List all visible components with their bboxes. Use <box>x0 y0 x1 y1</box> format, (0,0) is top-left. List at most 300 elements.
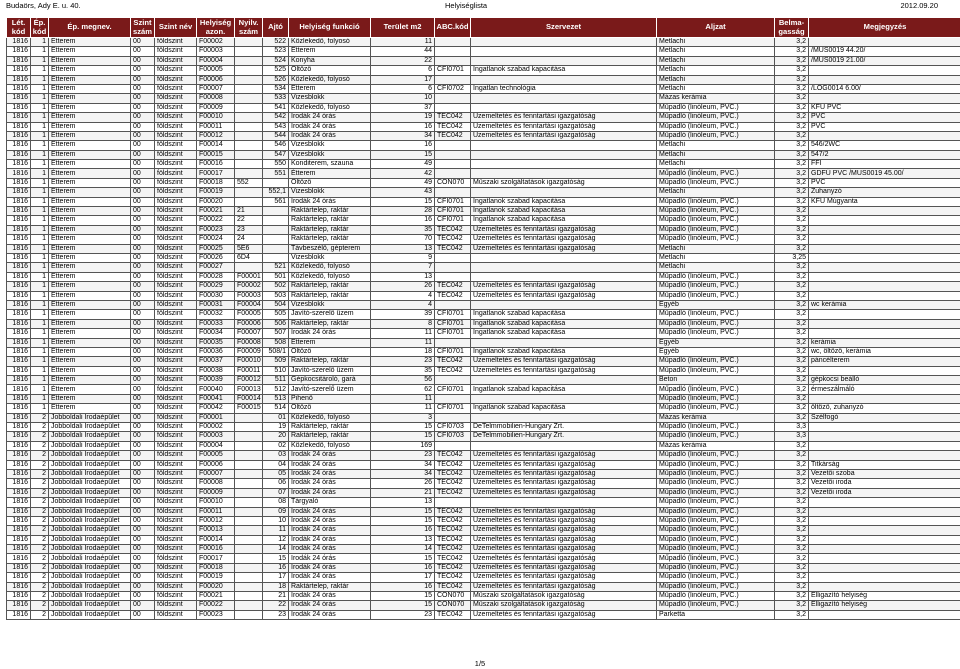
table-cell: CFI0701 <box>435 319 471 328</box>
column-header: Szervezet <box>471 18 657 38</box>
table-cell: 00 <box>131 75 155 84</box>
table-cell <box>809 573 960 582</box>
table-cell: 22 <box>235 216 263 225</box>
table-cell <box>435 253 471 262</box>
table-cell <box>809 441 960 450</box>
table-cell: F00012 <box>197 516 235 525</box>
table-cell <box>809 253 960 262</box>
table-cell: 3,2 <box>775 347 809 356</box>
table-cell: 524 <box>263 56 289 65</box>
table-cell: 3,2 <box>775 84 809 93</box>
table-cell: Műpadló (linóleum, PVC.) <box>657 385 775 394</box>
table-cell: F00005 <box>197 451 235 460</box>
table-cell: földszint <box>155 160 197 169</box>
table-cell: 1 <box>31 47 49 56</box>
table-cell: F00006 <box>197 75 235 84</box>
table-cell: CFI0701 <box>435 310 471 319</box>
table-cell: 541 <box>263 103 289 112</box>
table-cell: Étterem <box>49 84 131 93</box>
table-cell <box>471 338 657 347</box>
table-cell: 3,2 <box>775 300 809 309</box>
table-cell: 5E6 <box>235 244 263 253</box>
table-cell: 1 <box>31 376 49 385</box>
table-cell: 512 <box>263 385 289 394</box>
table-cell <box>809 498 960 507</box>
table-cell: 2 <box>31 432 49 441</box>
table-cell: 3,2 <box>775 357 809 366</box>
table-cell: Jobboldali Irodaépület <box>49 507 131 516</box>
table-cell: Üzemeltetés és fenntartási igazgatóság <box>471 563 657 572</box>
table-cell: Étterem <box>49 178 131 187</box>
table-row <box>7 376 960 385</box>
table-cell: 3,2 <box>775 75 809 84</box>
table-cell: Jobboldali Irodaépület <box>49 488 131 497</box>
table-cell <box>235 441 263 450</box>
table-cell: Jobboldali Irodaépület <box>49 498 131 507</box>
table-cell: 00 <box>131 423 155 432</box>
table-cell: 10 <box>263 516 289 525</box>
table-cell <box>235 469 263 478</box>
table-cell: 525 <box>263 66 289 75</box>
table-cell: 1 <box>31 225 49 234</box>
table-cell: Műpadló (linóleum, PVC.) <box>657 423 775 432</box>
table-cell: 546 <box>263 141 289 150</box>
table-cell: Metlachi <box>657 38 775 47</box>
column-header: Megjegyzés <box>809 18 960 38</box>
table-row <box>7 423 960 432</box>
table-row <box>7 300 960 309</box>
table-cell: 21 <box>371 488 435 497</box>
table-cell: Metlachi <box>657 244 775 253</box>
table-cell <box>809 516 960 525</box>
table-cell: TEC042 <box>435 469 471 478</box>
column-header: Lét. kód <box>7 18 31 38</box>
table-cell: F00013 <box>197 526 235 535</box>
table-cell: Műpadló (linóleum, PVC.) <box>657 235 775 244</box>
table-cell <box>471 413 657 422</box>
table-cell: Irodák 24 órás <box>289 592 371 601</box>
table-cell: 1816 <box>7 394 31 403</box>
table-cell: F00021 <box>197 592 235 601</box>
table-cell: 3,2 <box>775 272 809 281</box>
table-cell: 1 <box>31 282 49 291</box>
table-cell: Műpadló (linóleum, PVC.) <box>657 197 775 206</box>
table-cell: 1816 <box>7 563 31 572</box>
table-cell: Étterem <box>289 338 371 347</box>
table-cell: Műpadló (linóleum, PVC.) <box>657 479 775 488</box>
table-cell: Műpadló (linóleum, PVC.) <box>657 516 775 525</box>
table-row <box>7 197 960 206</box>
column-header: Ép. kód <box>31 18 49 38</box>
table-cell: Metlachi <box>657 253 775 262</box>
table-cell <box>809 272 960 281</box>
table-cell: 3,3 <box>775 423 809 432</box>
table-cell: 1 <box>31 113 49 122</box>
table-row <box>7 498 960 507</box>
table-cell: F00016 <box>197 545 235 554</box>
header-address: Budaörs, Ady E. u. 40. <box>6 1 81 10</box>
table-cell <box>809 225 960 234</box>
table-cell: földszint <box>155 460 197 469</box>
table-cell: Öltöző <box>289 178 371 187</box>
table-cell: Ingatlanok szabad kapacitása <box>471 347 657 356</box>
table-cell: F00008 <box>197 94 235 103</box>
table-cell: Étterem <box>49 188 131 197</box>
column-header: Szint név <box>155 18 197 38</box>
table-cell: érmeszálmáló <box>809 385 960 394</box>
table-cell: 1816 <box>7 516 31 525</box>
table-cell: 1816 <box>7 103 31 112</box>
table-cell: Jobboldali Irodaépület <box>49 563 131 572</box>
column-header: Ép. megnev. <box>49 18 131 38</box>
table-cell: F00023 <box>197 610 235 619</box>
table-cell: 169 <box>371 441 435 450</box>
table-cell: Műpadló (linóleum, PVC.) <box>657 178 775 187</box>
table-cell: 21 <box>263 592 289 601</box>
table-cell: Étterem <box>289 84 371 93</box>
table-cell: CON070 <box>435 601 471 610</box>
table-cell: Javító-szerelő üzem <box>289 366 371 375</box>
table-cell: 3,2 <box>775 207 809 216</box>
table-cell: 1 <box>31 272 49 281</box>
table-cell: 13 <box>371 244 435 253</box>
table-cell: 24 <box>235 235 263 244</box>
table-cell: GDFÜ PVC /MUS0019 45.00/ <box>809 169 960 178</box>
table-cell: TEC042 <box>435 225 471 234</box>
table-cell: 23 <box>371 610 435 619</box>
table-cell: TEC042 <box>435 554 471 563</box>
table-cell: földszint <box>155 338 197 347</box>
table-cell: 00 <box>131 357 155 366</box>
table-cell: Üzemeltetés és fenntartási igazgatóság <box>471 554 657 563</box>
table-cell: 2 <box>31 488 49 497</box>
table-row <box>7 413 960 422</box>
table-cell: 00 <box>131 488 155 497</box>
table-cell: 544 <box>263 131 289 140</box>
table-row <box>7 441 960 450</box>
table-cell: földszint <box>155 131 197 140</box>
table-row <box>7 291 960 300</box>
table-cell: 34 <box>371 131 435 140</box>
table-cell: Műpadló (linóleum, PVC.) <box>657 488 775 497</box>
table-cell: 18 <box>371 347 435 356</box>
table-cell: Elligazító helyiség <box>809 601 960 610</box>
table-cell: Irodák 24 órás <box>289 469 371 478</box>
table-cell: 00 <box>131 84 155 93</box>
column-header: Nyilv. szám <box>235 18 263 38</box>
table-cell: Jobboldali Irodaépület <box>49 441 131 450</box>
table-cell: Vizesblokk <box>289 188 371 197</box>
table-cell <box>235 451 263 460</box>
table-cell <box>471 94 657 103</box>
table-cell: 8 <box>371 319 435 328</box>
table-cell: földszint <box>155 75 197 84</box>
table-cell: 2 <box>31 563 49 572</box>
table-cell: 1 <box>31 169 49 178</box>
table-cell: F00011 <box>197 122 235 131</box>
table-cell: Műpadló (linóleum, PVC.) <box>657 225 775 234</box>
table-cell: DeTelmmobilien-Hungary Zrt. <box>471 432 657 441</box>
table-cell: Vizesblokk <box>289 253 371 262</box>
table-cell: 522 <box>263 38 289 47</box>
table-cell: 3,2 <box>775 592 809 601</box>
table-row <box>7 394 960 403</box>
table-cell: Mázas kerámia <box>657 413 775 422</box>
table-cell: Jobboldali Irodaépület <box>49 545 131 554</box>
table-cell: 1816 <box>7 216 31 225</box>
table-cell: Raktártelep, raktár <box>289 423 371 432</box>
table-cell: TEC042 <box>435 291 471 300</box>
table-cell: F00031 <box>197 300 235 309</box>
table-cell: Szélfogó <box>809 413 960 422</box>
table-cell: 00 <box>131 516 155 525</box>
table-cell <box>435 441 471 450</box>
table-cell: 1816 <box>7 84 31 93</box>
table-row <box>7 385 960 394</box>
table-cell: Műpadló (linóleum, PVC.) <box>657 291 775 300</box>
table-cell: 17 <box>371 75 435 84</box>
table-cell: 19 <box>263 423 289 432</box>
table-cell: 1816 <box>7 582 31 591</box>
table-cell: földszint <box>155 526 197 535</box>
table-cell: 00 <box>131 498 155 507</box>
table-cell: TEC042 <box>435 573 471 582</box>
table-cell: Jobboldali Irodaépület <box>49 526 131 535</box>
table-cell <box>263 244 289 253</box>
column-header: Belma-gasság <box>775 18 809 38</box>
table-cell <box>235 38 263 47</box>
table-row <box>7 404 960 413</box>
table-cell: Étterem <box>289 169 371 178</box>
table-cell: 00 <box>131 469 155 478</box>
table-cell: TEC042 <box>435 582 471 591</box>
table-cell: 14 <box>371 545 435 554</box>
table-cell: földszint <box>155 197 197 206</box>
table-cell: 15 <box>371 507 435 516</box>
table-cell: Műpadló (linóleum, PVC.) <box>657 535 775 544</box>
table-cell: 16 <box>371 141 435 150</box>
table-cell: 3,2 <box>775 601 809 610</box>
table-cell: 3,2 <box>775 488 809 497</box>
table-cell: 16 <box>263 563 289 572</box>
table-cell: öltöző, zuhanyzó <box>809 404 960 413</box>
table-cell: 1 <box>31 141 49 150</box>
table-cell <box>235 150 263 159</box>
table-cell: 1 <box>31 178 49 187</box>
table-cell: F00014 <box>197 535 235 544</box>
table-cell <box>435 188 471 197</box>
table-cell: Irodák 24 órás <box>289 601 371 610</box>
table-cell <box>235 197 263 206</box>
table-cell: TEC042 <box>435 113 471 122</box>
table-cell: CON070 <box>435 178 471 187</box>
table-cell: 22 <box>371 56 435 65</box>
table-row <box>7 347 960 356</box>
table-cell <box>809 526 960 535</box>
table-cell: földszint <box>155 366 197 375</box>
table-cell: 11 <box>371 38 435 47</box>
table-cell <box>263 235 289 244</box>
table-cell: 00 <box>131 376 155 385</box>
table-cell: Étterem <box>49 141 131 150</box>
table-cell: Öltöző <box>289 66 371 75</box>
table-cell: 550 <box>263 160 289 169</box>
table-cell: Üzemeltetés és fenntartási igazgatóság <box>471 366 657 375</box>
table-cell: Irodák 24 órás <box>289 535 371 544</box>
table-cell: KFÜ PVC <box>809 103 960 112</box>
table-cell: Étterem <box>49 235 131 244</box>
table-cell: F00033 <box>197 319 235 328</box>
table-cell <box>809 554 960 563</box>
table-cell: Irodák 24 órás <box>289 329 371 338</box>
table-cell: 1816 <box>7 141 31 150</box>
table-row <box>7 507 960 516</box>
table-cell: Javító-szerelő üzem <box>289 310 371 319</box>
table-cell: Étterem <box>49 244 131 253</box>
table-cell: F00023 <box>197 225 235 234</box>
table-cell: 2 <box>31 469 49 478</box>
table-cell: 2 <box>31 554 49 563</box>
table-cell: földszint <box>155 376 197 385</box>
table-cell <box>235 160 263 169</box>
table-cell: Üzemeltetés és fenntartási igazgatóság <box>471 488 657 497</box>
table-cell: Műpadló (linóleum, PVC.) <box>657 122 775 131</box>
table-cell: Üzemeltetés és fenntartási igazgatóság <box>471 610 657 619</box>
table-cell: Étterem <box>49 216 131 225</box>
table-cell: 1816 <box>7 263 31 272</box>
table-cell: F00017 <box>197 169 235 178</box>
table-cell: Műpadló (linóleum, PVC.) <box>657 394 775 403</box>
table-cell: Étterem <box>49 394 131 403</box>
table-cell <box>809 319 960 328</box>
table-cell: Jobboldali Irodaépület <box>49 592 131 601</box>
table-cell <box>235 103 263 112</box>
table-cell: 15 <box>371 423 435 432</box>
table-cell: F00007 <box>235 329 263 338</box>
table-row <box>7 122 960 131</box>
table-cell: földszint <box>155 94 197 103</box>
table-cell: 4 <box>371 300 435 309</box>
table-row <box>7 141 960 150</box>
table-cell: 3,2 <box>775 113 809 122</box>
table-cell: Étterem <box>49 113 131 122</box>
table-cell: 2 <box>31 610 49 619</box>
table-cell: 00 <box>131 610 155 619</box>
table-cell <box>235 592 263 601</box>
table-cell: Zuhanyzó <box>809 188 960 197</box>
table-cell: Metlachi <box>657 56 775 65</box>
table-cell: 1 <box>31 263 49 272</box>
table-cell <box>471 103 657 112</box>
table-cell: 21 <box>235 207 263 216</box>
table-cell: Öltöző <box>289 404 371 413</box>
table-cell: 526 <box>263 75 289 84</box>
table-cell: Gépkocsitároló, gará <box>289 376 371 385</box>
table-cell: 3,2 <box>775 131 809 140</box>
table-cell: 3,2 <box>775 94 809 103</box>
table-cell: 23 <box>371 451 435 460</box>
table-cell: wc kerámia <box>809 300 960 309</box>
table-cell <box>235 554 263 563</box>
table-cell <box>809 563 960 572</box>
table-cell: földszint <box>155 38 197 47</box>
table-cell: DeTelmmobilien-Hungary Zrt. <box>471 423 657 432</box>
table-cell: Mázas kerámia <box>657 94 775 103</box>
table-cell: Műpadló (linóleum, PVC.) <box>657 507 775 516</box>
table-cell <box>435 150 471 159</box>
column-header: Helyiség funkció <box>289 18 371 38</box>
table-cell <box>471 498 657 507</box>
table-cell: CFI0701 <box>435 66 471 75</box>
table-cell: 07 <box>263 488 289 497</box>
table-cell: TEC042 <box>435 479 471 488</box>
table-cell: 19 <box>371 113 435 122</box>
table-row <box>7 272 960 281</box>
table-cell: földszint <box>155 498 197 507</box>
table-cell: Üzemeltetés és fenntartási igazgatóság <box>471 526 657 535</box>
table-cell: F00004 <box>235 300 263 309</box>
table-cell: Metlachi <box>657 150 775 159</box>
table-cell: Étterem <box>49 263 131 272</box>
table-cell: 1 <box>31 394 49 403</box>
table-cell: 2 <box>31 441 49 450</box>
table-cell <box>471 394 657 403</box>
table-cell: Műpadló (linóleum, PVC.) <box>657 526 775 535</box>
table-cell <box>235 131 263 140</box>
table-cell: 00 <box>131 601 155 610</box>
table-cell: Irodák 24 órás <box>289 113 371 122</box>
table-cell: Ingatlanok szabad kapacitása <box>471 329 657 338</box>
table-cell: TEC042 <box>435 235 471 244</box>
table-cell: 13 <box>371 272 435 281</box>
table-cell: 547/2 <box>809 150 960 159</box>
table-cell: 00 <box>131 507 155 516</box>
table-cell: 2 <box>31 592 49 601</box>
table-cell: Üzemeltetés és fenntartási igazgatóság <box>471 122 657 131</box>
table-cell: 2 <box>31 507 49 516</box>
table-cell <box>235 432 263 441</box>
table-cell: 2 <box>31 479 49 488</box>
table-cell: 00 <box>131 460 155 469</box>
table-cell: 3,2 <box>775 282 809 291</box>
table-cell: 1 <box>31 244 49 253</box>
table-cell: 3,2 <box>775 582 809 591</box>
table-cell: F00030 <box>197 291 235 300</box>
table-row <box>7 38 960 47</box>
table-cell: 2 <box>31 460 49 469</box>
table-cell: 1816 <box>7 38 31 47</box>
table-cell <box>435 160 471 169</box>
table-cell: Műszaki szolgáltatások igazgatóság <box>471 592 657 601</box>
table-cell: gépkocsi beálló <box>809 376 960 385</box>
table-cell <box>235 413 263 422</box>
table-cell: 00 <box>131 563 155 572</box>
table-cell: 1 <box>31 84 49 93</box>
column-header: Terület m2 <box>371 18 435 38</box>
table-cell: 1816 <box>7 441 31 450</box>
table-cell: 39 <box>371 310 435 319</box>
table-cell: 00 <box>131 319 155 328</box>
table-cell: Raktártelep, raktár <box>289 357 371 366</box>
table-cell <box>809 235 960 244</box>
table-cell: CFI0701 <box>435 347 471 356</box>
table-body <box>7 38 960 620</box>
table-row <box>7 319 960 328</box>
table-cell: 1816 <box>7 479 31 488</box>
table-cell: Vezetői iroda <box>809 488 960 497</box>
table-cell: Jobboldali Irodaépület <box>49 469 131 478</box>
table-row <box>7 610 960 619</box>
